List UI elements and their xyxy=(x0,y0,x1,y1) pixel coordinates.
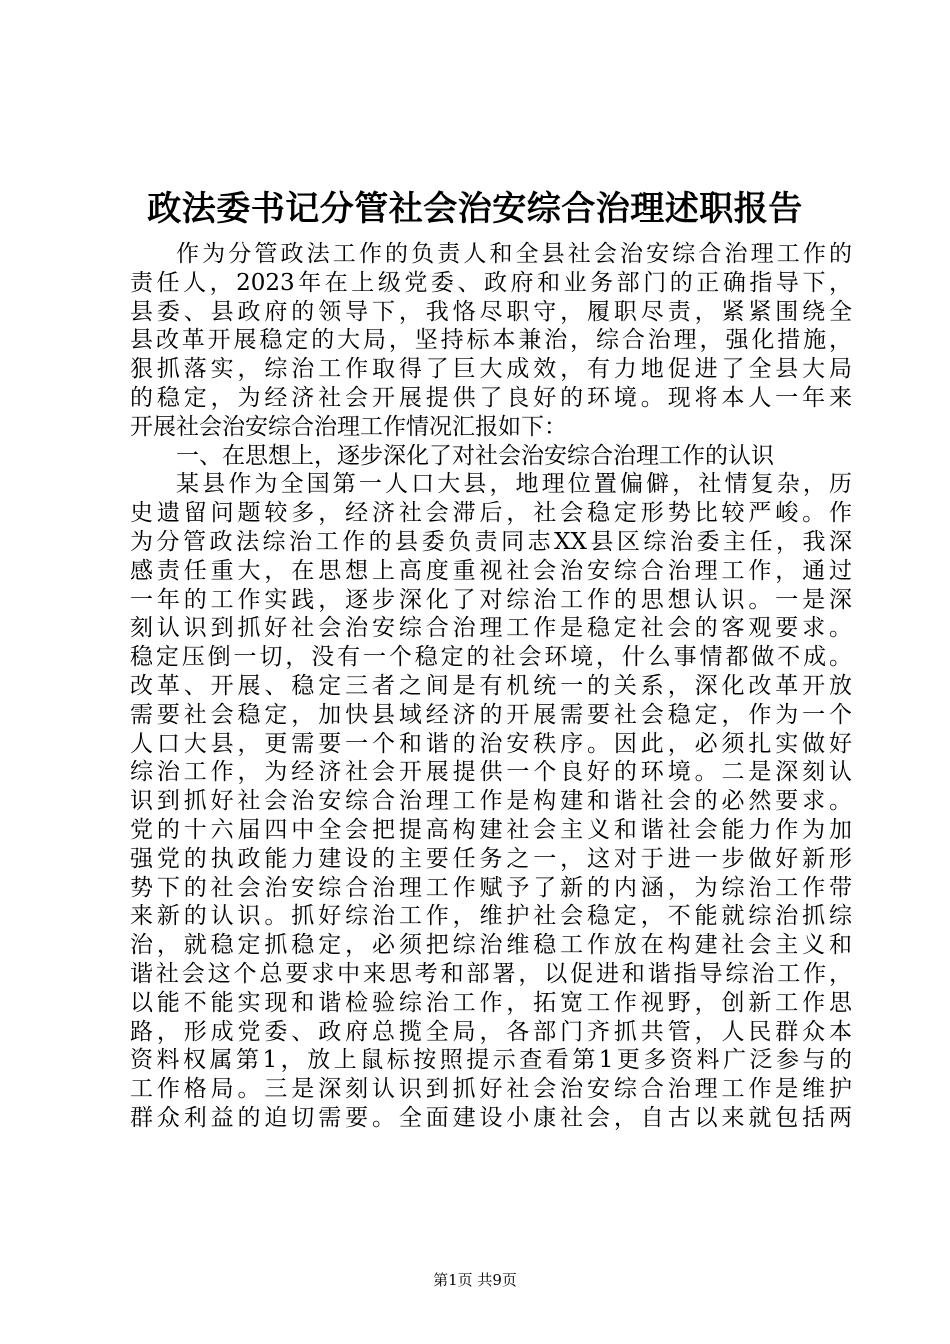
document-title: 政法委书记分管社会治安综合治理述职报告 xyxy=(147,189,803,229)
body-line: 的稳定，为经济社会开展提供了良好的环境。现将本人一年来 xyxy=(130,384,852,411)
body-line: 一、在思想上，逐步深化了对社会治安综合治理工作的认识 xyxy=(176,442,774,469)
body-line: 识到抓好社会治安综合治理工作是构建和谐社会的必然要求。 xyxy=(130,788,852,815)
body-line: 稳定压倒一切，没有一个稳定的社会环境，什么事情都做不成。 xyxy=(130,644,852,671)
body-line: 治，就稳定抓稳定，必须把综治维稳工作放在构建社会主义和 xyxy=(130,932,852,959)
body-line: 史遗留问题较多，经济社会滞后，社会稳定形势比较严峻。作 xyxy=(130,500,852,527)
body-line: 资料权属第1，放上鼠标按照提示查看第1更多资料广泛参与的 xyxy=(130,1047,852,1074)
page-footer: 第1页 共9页 xyxy=(433,1271,517,1289)
body-line: 一年的工作实践，逐步深化了对综治工作的思想认识。一是深 xyxy=(130,586,852,613)
body-line: 某县作为全国第一人口大县，地理位置偏僻，社情复杂，历 xyxy=(176,471,852,498)
body-line: 党的十六届四中全会把提高构建社会主义和谐社会能力作为加 xyxy=(130,816,852,843)
body-line: 需要社会稳定，加快县域经济的开展需要社会稳定，作为一个 xyxy=(130,701,852,728)
body-line: 群众利益的迫切需要。全面建设小康社会，自古以来就包括两 xyxy=(130,1104,852,1131)
body-line: 强党的执政能力建设的主要任务之一，这对于进一步做好新形 xyxy=(130,845,852,872)
document-body xyxy=(130,240,852,1133)
body-line: 势下的社会治安综合治理工作赋予了新的内涵，为综治工作带 xyxy=(130,874,852,901)
body-line: 工作格局。三是深刻认识到抓好社会治安综合治理工作是维护 xyxy=(130,1076,852,1103)
body-line: 县改革开展稳定的大局，坚持标本兼治，综合治理，强化措施， xyxy=(130,327,852,354)
body-line: 改革、开展、稳定三者之间是有机统一的关系，深化改革开放 xyxy=(130,672,852,699)
body-line: 感责任重大，在思想上高度重视社会治安综合治理工作，通过 xyxy=(130,557,852,584)
body-line: 县委、县政府的领导下，我恪尽职守，履职尽责，紧紧围绕全 xyxy=(130,298,852,325)
body-line: 刻认识到抓好社会治安综合治理工作是稳定社会的客观要求。 xyxy=(130,615,852,642)
body-line: 路，形成党委、政府总揽全局，各部门齐抓共管，人民群众本 xyxy=(130,1018,852,1045)
body-line: 开展社会治安综合治理工作情况汇报如下： xyxy=(130,413,567,440)
body-line: 为分管政法综治工作的县委负责同志XX县区综治委主任，我深 xyxy=(130,528,852,555)
body-line: 来新的认识。抓好综治工作，维护社会稳定，不能就综治抓综 xyxy=(130,903,852,930)
body-line: 以能不能实现和谐检验综治工作，拓宽工作视野，创新工作思 xyxy=(130,989,852,1016)
body-line: 谐社会这个总要求中来思考和部署，以促进和谐指导综治工作， xyxy=(130,960,852,987)
body-line: 责任人，2023年在上级党委、政府和业务部门的正确指导下， xyxy=(130,269,852,296)
body-line: 作为分管政法工作的负责人和全县社会治安综合治理工作的 xyxy=(176,241,852,267)
body-line: 人口大县，更需要一个和谐的治安秩序。因此，必须扎实做好 xyxy=(130,730,852,757)
body-line: 狠抓落实，综治工作取得了巨大成效，有力地促进了全县大局 xyxy=(130,356,852,383)
body-line: 综治工作，为经济社会开展提供一个良好的环境。二是深刻认 xyxy=(130,759,852,786)
